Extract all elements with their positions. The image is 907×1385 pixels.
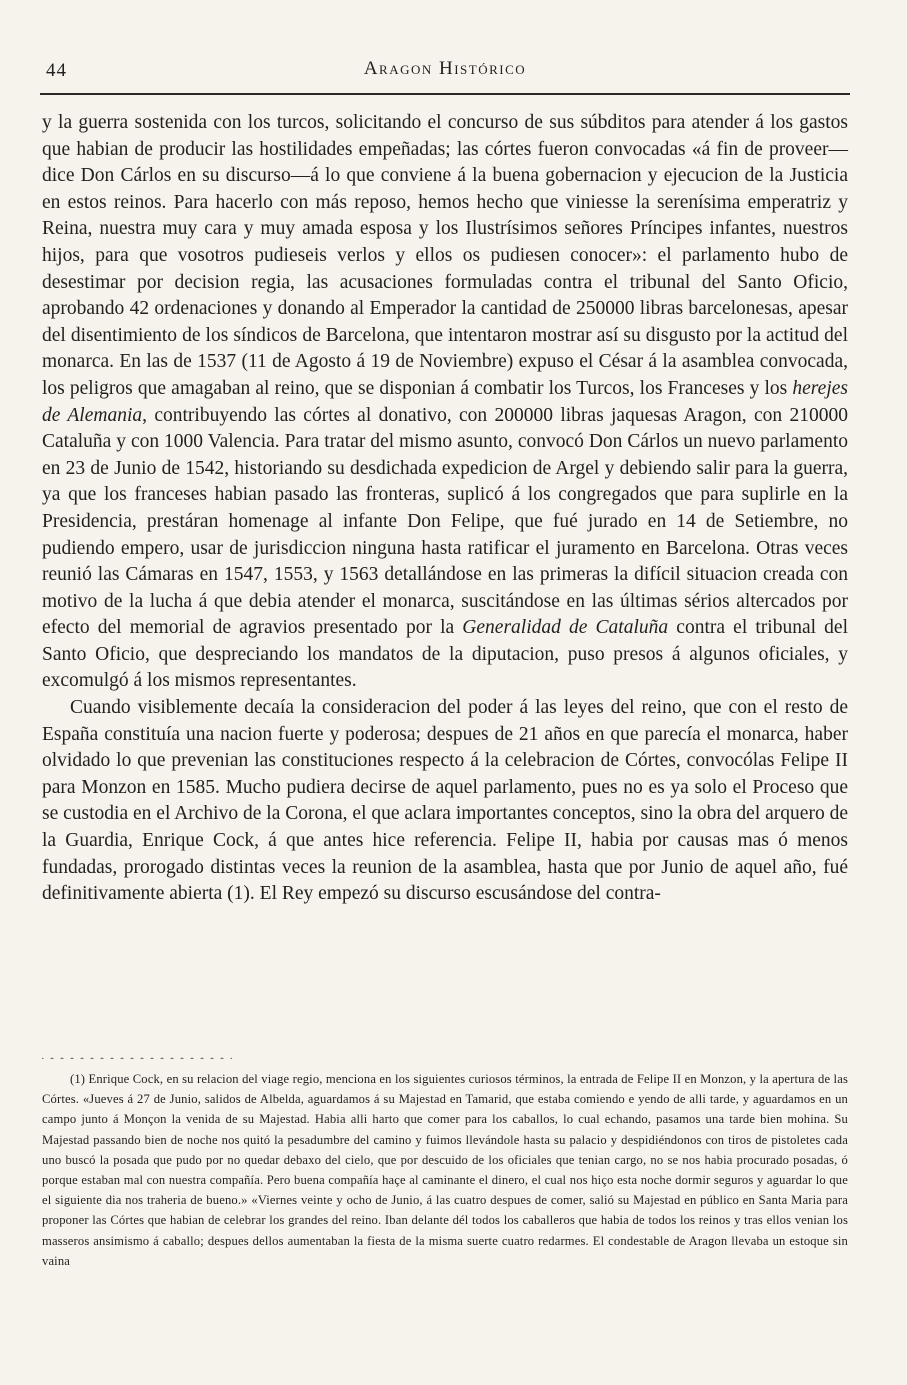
paragraph-1-part-b: , contribuyendo las córtes al donativo, con 200000 libras jaquesas Aragon, con 210000 Cataluña y con 1000 Valencia. Para tratar del mismo asunto, convocó Don Cárlos un nuevo parlamento en 23 de Junio de 1542, historiando su desdichada expedicion de Argel y debiendo salir para la guerra, ya que los franceses habian pasado las fronteras, suplicó á los congregados que para suplirle en la Presidencia, prestáran homenage al infante Don Felipe, que fué jurado en 14 de Setiembre, no pudiendo empero, usar de jurisdiccion ninguna hasta ratificar el juramento en Barcelona. Otras veces reunió las Cámaras en 1547, 1553, y 1563 detallándose en las primeras la difícil situacion creada con motivo de la lucha á que debia atender el monarca, suscitándose en las últimas sérios altercados por efecto del memorial de agravios presentado por la xyxy=(42,404,848,639)
footnote-text: (1) Enrique Cock, en su relacion del viage regio, menciona en los siguientes curiosos términos, la entrada de Felipe II en Monzon, y la apertura de las Córtes. «Jueves á 27 de Junio, salidos de Albelda, aguardamos á su Majestad en Tamarid, que estaba comiendo e yendo de alli tarde, y aguardamos en un campo junto á Monçon la venida de su Majestad. Habia alli harto que comer para los caballos, lo cual echando, pasamos una tarde bien mohina. Su Majestad passando bien de noche nos quitó la pesadumbre del camino y fuimos llevándole hasta su palacio y despidiéndonos con tiros de pistoletes cada uno buscó la posada que pudo por no quedar debaxo del cielo, que por descuido de los oficiales que tenian cargo, no se nos habia procurado posadas, ó porque estaban mal con nuestra compañía. Pero buena compañía haçe al caminante el dinero, el cual nos hiço esta noche dormir seguros y aguardar lo que el siguiente dia nos traheria de bueno.» «Viernes veinte y ocho de Junio, á las cuatro despues de comer, salió su Majestad en público en Santa Maria para proponer las Córtes que habian de celebrar los grandes del reino. Iban delante dél todos los caballeros que habia de todos los reinos y tras ellos venian los masseros ansimismo á caballo; despues dellos aumentaban la fiesta de la misma suerte cuatro redarmes. El condestable de Aragon llevaba un estoque sin vaina xyxy=(42,1072,848,1268)
main-text xyxy=(42,110,848,908)
italic-generalidad-de-cataluna: Generalidad de Cataluña xyxy=(462,617,669,639)
header-rule xyxy=(40,93,850,95)
running-title: Aragon Histórico xyxy=(363,58,527,79)
paragraph-1-part-c: contra el tribunal del Santo Oficio, que despreciando los mandatos de la diputacion, puso presos á algunos oficiales, y excomulgó á los mismos representantes. xyxy=(42,617,848,692)
paragraph-2: Cuando visiblemente decaía la consideracion del poder á las leyes del reino, que con el resto de España constituía una nacion fuerte y poderosa; despues de 21 años en que parecía el monarca, haber olvidado lo que prevenian las constituciones respecto á la celebracion de Córtes, convocólas Felipe II para Monzon en 1585. Mucho pudiera decirse de aquel parlamento, pues no es ya solo el Proceso que se custodia en el Archivo de la Corona, el que aclara importantes conceptos, sino la obra del arquero de la Guardia, Enrique Cock, á que antes hice referencia. Felipe II, habia por causas mas ó menos fundadas, prorogado distintas veces la reunion de la asamblea, hasta que por Junio de aquel año, fué definitivamente abierta (1). El Rey empezó su discurso escusándose del contra- xyxy=(42,697,848,905)
footnote-divider xyxy=(42,1051,232,1059)
page-number: 44 xyxy=(46,60,67,81)
paragraph-1 xyxy=(42,110,848,695)
italic-herejes-de-alemania: herejes de Alemania xyxy=(42,377,848,426)
paragraph-1-part-a: y la guerra sostenida con los turcos, solicitando el concurso de sus súbditos para atender á los gastos que habian de producir las hostilidades empeñadas; las córtes fueron convocadas «á fin de proveer—dice Don Cárlos en su discurso—á lo que conviene á la buena gobernacion y ejecucion de la Justicia en estos reinos. Para hacerlo con más reposo, hemos hecho que viniesse la serenísima emperatriz y Reina, nuestra muy cara y muy amada esposa y los Ilustrísimos señores Príncipes infantes, nuestros hijos, para que vosotros pudieseis verlos y ellos os pudiesen conocer»: el parlamento hubo de desestimar por decision regia, las acusaciones formuladas contra el tribunal del Santo Oficio, aprobando 42 ordenaciones y donando al Emperador la cantidad de 250000 libras barcelonesas, apesar del disentimiento de los síndicos de Barcelona, que intentaron mostrar así su disgusto por la actitud del monarca. En las de 1537 (11 de Agosto á 19 de Noviembre) expuso el César á la asamblea convocada, los peligros que amagaban al reino, que se disponian á combatir los Turcos, los Franceses y los xyxy=(42,112,848,399)
page-header xyxy=(40,54,850,90)
footnote xyxy=(42,1069,848,1271)
